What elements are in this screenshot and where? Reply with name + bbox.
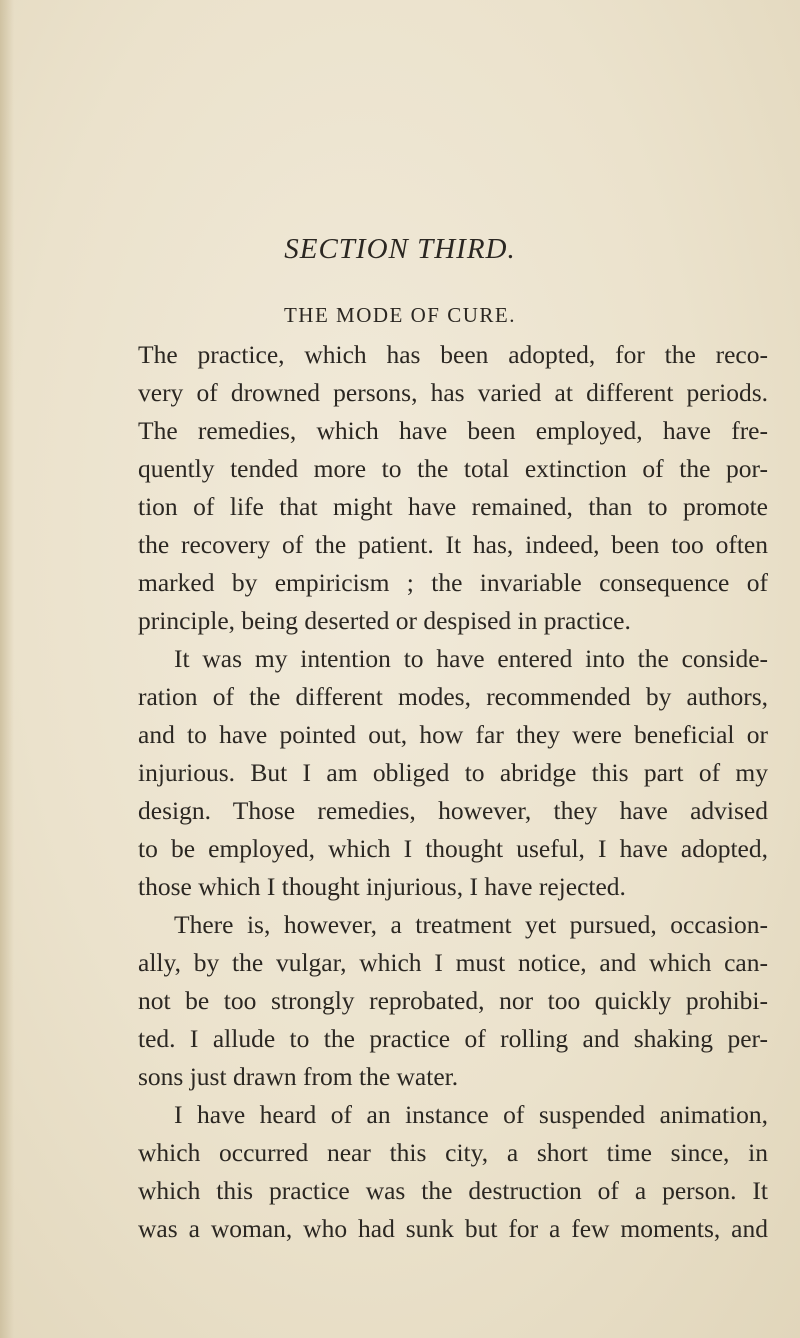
- text-line: which this practice was the destruction of a person. It: [138, 1176, 768, 1205]
- text-line: ration of the different modes, recommended by authors,: [138, 682, 768, 711]
- text-line: It was my intention to have entered into the conside-: [174, 644, 768, 673]
- text-line: and to have pointed out, how far they were beneficial or: [138, 720, 768, 749]
- text-line: The practice, which has been adopted, for the reco-: [138, 340, 768, 369]
- text-line: quently tended more to the total extinction of the por-: [138, 454, 768, 483]
- section-heading: SECTION THIRD.: [284, 233, 516, 265]
- text-line: principle, being deserted or despised in practice.: [138, 606, 631, 635]
- text-line: tion of life that might have remained, than to promote: [138, 492, 768, 521]
- text-line: I have heard of an instance of suspended animation,: [174, 1100, 768, 1129]
- chapter-title: THE MODE OF CURE.: [283, 303, 516, 327]
- text-line: to be employed, which I thought useful, I have adopted,: [138, 834, 768, 863]
- body-text: [138, 336, 768, 1248]
- text-line: very of drowned persons, has varied at different periods.: [138, 378, 768, 407]
- text-line: was a woman, who had sunk but for a few moments, and: [138, 1214, 768, 1243]
- text-line: those which I thought injurious, I have rejected.: [138, 872, 626, 901]
- text-line: The remedies, which have been employed, have fre-: [138, 416, 768, 445]
- text-line: sons just drawn from the water.: [138, 1062, 459, 1091]
- text-line: injurious. But I am obliged to abridge this part of my: [138, 758, 768, 787]
- page-gutter-shadow: [0, 0, 14, 1338]
- text-line: ted. I allude to the practice of rolling and shaking per-: [138, 1024, 768, 1053]
- text-line: design. Those remedies, however, they have advised: [138, 796, 768, 825]
- text-line: not be too strongly reprobated, nor too quickly prohibi-: [138, 986, 768, 1015]
- text-line: marked by empiricism ; the invariable consequence of: [138, 568, 768, 597]
- text-line: which occurred near this city, a short time since, in: [138, 1138, 768, 1167]
- text-line: There is, however, a treatment yet pursued, occasion-: [174, 910, 768, 939]
- text-line: ally, by the vulgar, which I must notice, and which can-: [138, 948, 768, 977]
- text-line: the recovery of the patient. It has, indeed, been too often: [138, 530, 768, 559]
